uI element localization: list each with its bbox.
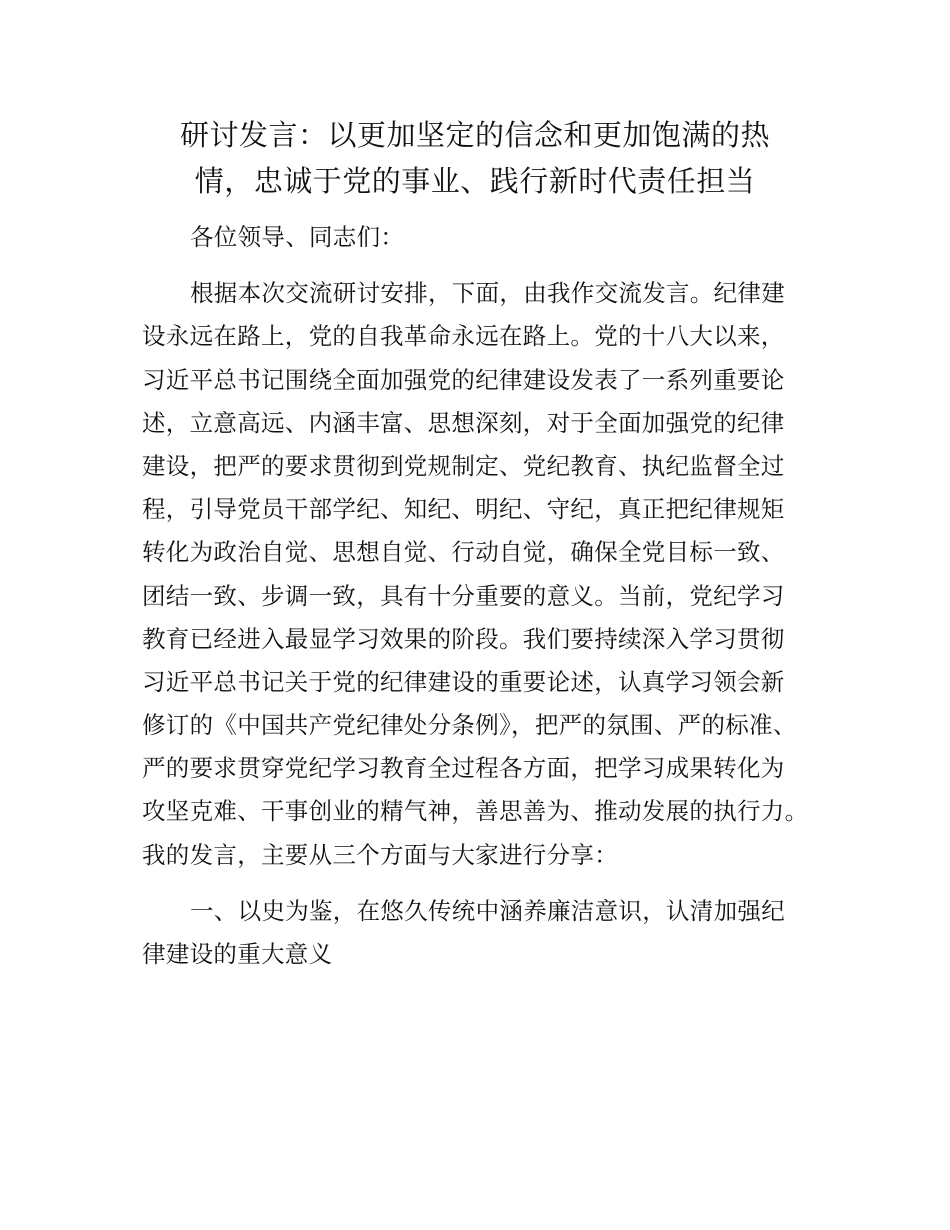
- paragraph-line: 严的要求贯穿党纪学习教育全过程各方面，把学习成果转化为: [142, 754, 785, 783]
- paragraph-line: 转化为政治自觉、思想自觉、行动自觉，确保全党目标一致、: [142, 538, 785, 567]
- title-line-2: 情，忠诚于党的事业、践行新时代责任担当: [194, 164, 756, 198]
- paragraph-line: 述，立意高远、内涵丰富、思想深刻，对于全面加强党的纪律: [142, 408, 785, 437]
- intro-paragraph: [142, 272, 822, 877]
- salutation: 各位领导、同志们：: [190, 223, 405, 251]
- paragraph-line: 根据本次交流研讨安排，下面，由我作交流发言。纪律建: [190, 279, 785, 308]
- section-heading-paragraph: [142, 890, 822, 976]
- paragraph-line: 习近平总书记围绕全面加强党的纪律建设发表了一系列重要论: [142, 365, 785, 394]
- section-heading-line: 一、以史为鉴，在悠久传统中涵养廉洁意识，认清加强纪: [190, 896, 785, 925]
- paragraph-line: 修订的《中国共产党纪律处分条例》，把严的氛围、严的标准、: [142, 711, 797, 740]
- paragraph-line: 教育已经进入最显学习效果的阶段。我们要持续深入学习贯彻: [142, 624, 785, 653]
- salutation-paragraph: [142, 216, 822, 259]
- paragraph-line: 团结一致、步调一致，具有十分重要的意义。当前，党纪学习: [142, 581, 785, 610]
- paragraph-line: 习近平总书记关于党的纪律建设的重要论述，认真学习领会新: [142, 667, 785, 696]
- document-body: [142, 216, 822, 989]
- title-line-1: 研讨发言：以更加坚定的信念和更加饱满的热: [179, 118, 770, 152]
- paragraph-line: 攻坚克难、干事创业的精气神，善思善为、推动发展的执行力。: [142, 797, 809, 826]
- document-title: [140, 112, 810, 204]
- paragraph-line: 设永远在路上，党的自我革命永远在路上。党的十八大以来，: [142, 322, 785, 351]
- paragraph-line: 建设，把严的要求贯彻到党规制定、党纪教育、执纪监督全过: [142, 451, 785, 480]
- section-heading-line: 律建设的重大意义: [142, 940, 333, 968]
- paragraph-line: 我的发言，主要从三个方面与大家进行分享：: [142, 840, 618, 869]
- paragraph-line: 程，引导党员干部学纪、知纪、明纪、守纪，真正把纪律规矩: [142, 495, 785, 524]
